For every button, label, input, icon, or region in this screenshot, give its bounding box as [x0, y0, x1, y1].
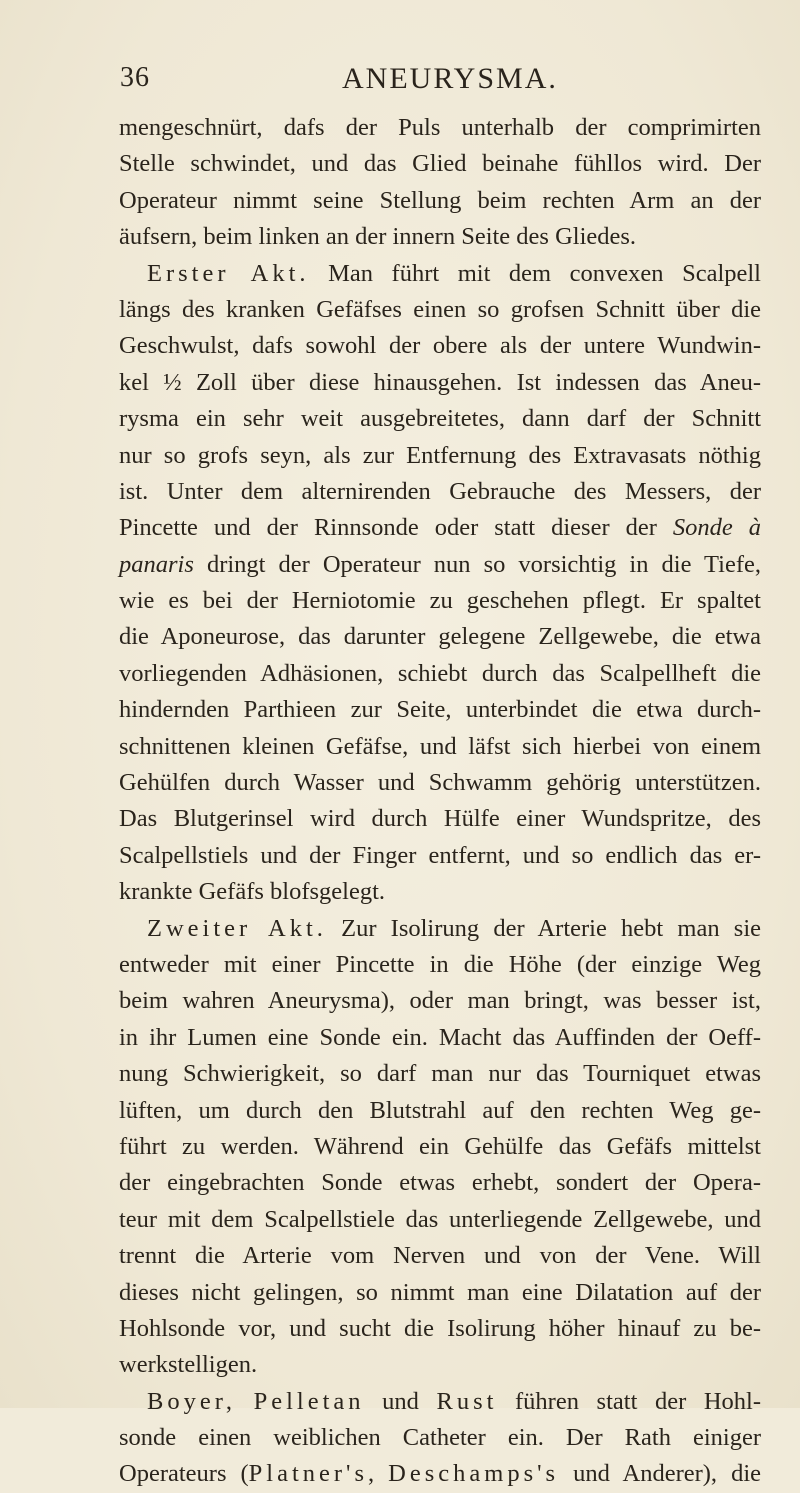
text-line: teur mit dem Scalpellstiele das unterliegende Zellgewebe, und: [119, 1205, 761, 1233]
text-line: hindernden Parthieen zur Seite, unterbindet die etwa durch-: [119, 696, 761, 724]
text-line: rysma ein sehr weit ausgebreitetes, dann darf der Schnitt: [119, 405, 761, 433]
body-text: [119, 110, 761, 1493]
text-line: Geschwulst, dafs sowohl der obere als der untere Wundwin-: [119, 332, 761, 360]
text-line: [119, 1456, 761, 1492]
text-span: Man führt mit dem convexen Scalpell: [328, 259, 761, 287]
text-line: kel ½ Zoll über diese hinausgehen. Ist indessen das Aneu-: [119, 368, 761, 396]
text-span: und Anderer), die: [573, 1460, 762, 1488]
text-line: längs des kranken Gefäfses einen so grofsen Schnitt über die: [119, 295, 761, 323]
text-line: werkstelligen.: [119, 1351, 258, 1379]
text-span: und: [382, 1387, 419, 1415]
text-line: Stelle schwindet, und das Glied beinahe fühllos wird. Der: [119, 150, 761, 178]
text-span: führen statt der Hohl-: [515, 1387, 762, 1415]
section-heading-erster-akt: Erster Akt.: [147, 259, 310, 287]
section-heading-zweiter-akt: Zweiter Akt.: [147, 914, 327, 942]
text-line: krankte Gefäfs blofsgelegt.: [119, 878, 385, 906]
text-line: [119, 911, 761, 947]
text-line: Scalpellstiels und der Finger entfernt, und so endlich das er-: [119, 841, 761, 869]
text-span: dringt der Operateur nun so vorsichtig in die Tiefe,: [206, 550, 761, 578]
text-line: Operateur nimmt seine Stellung beim rechten Arm an der: [119, 186, 761, 214]
text-line: trennt die Arterie vom Nerven und von der Vene. Will: [119, 1242, 761, 1270]
text-line: nung Schwierigkeit, so darf man nur das Tourniquet etwas: [119, 1060, 761, 1088]
author-name: Boyer,: [147, 1387, 237, 1415]
italic-term: Sonde à: [672, 514, 762, 542]
text-line: dieses nicht gelingen, so nimmt man eine Dilatation auf der: [119, 1278, 761, 1306]
text-line: [119, 547, 761, 583]
text-line: [119, 510, 761, 546]
text-line: sonde einen weiblichen Catheter ein. Der Rath einiger: [119, 1424, 761, 1452]
text-line: schnittenen kleinen Gefäfse, und läfst sich hierbei von einem: [119, 732, 761, 760]
text-line: nur so grofs seyn, als zur Entfernung des Extravasats nöthig: [119, 441, 761, 469]
text-line: beim wahren Aneurysma), oder man bringt, was besser ist,: [119, 987, 761, 1015]
text-span: Pincette und der Rinnsonde oder statt dieser der: [119, 514, 657, 542]
author-name: Rust: [436, 1387, 498, 1415]
italic-term: panaris: [119, 550, 194, 578]
text-span: Operateurs (: [119, 1460, 249, 1488]
text-line: äufsern, beim linken an der innern Seite des Gliedes.: [119, 223, 637, 251]
author-name: Deschamps's: [388, 1460, 560, 1488]
text-span: ,: [368, 1460, 375, 1488]
page-header: [120, 62, 760, 102]
running-head: ANEURYSMA.: [342, 62, 558, 95]
text-span: Zur Isolirung der Arterie hebt man sie: [341, 914, 762, 942]
text-line: Hohlsonde vor, und sucht die Isolirung höher hinauf zu be-: [119, 1314, 761, 1342]
text-line: [119, 256, 761, 292]
text-line: lüften, um durch den Blutstrahl auf den rechten Weg ge-: [119, 1096, 761, 1124]
text-line: führt zu werden. Während ein Gehülfe das Gefäfs mittelst: [119, 1132, 761, 1160]
text-line: in ihr Lumen eine Sonde ein. Macht das Auffinden der Oeff-: [119, 1023, 761, 1051]
text-line: [119, 1384, 761, 1420]
text-line: Gehülfen durch Wasser und Schwamm gehörig unterstützen.: [119, 769, 761, 797]
text-line: vorliegenden Adhäsionen, schiebt durch das Scalpellheft die: [119, 659, 761, 687]
text-line: die Aponeurose, das darunter gelegene Zellgewebe, die etwa: [119, 623, 761, 651]
author-name: Platner's: [248, 1460, 369, 1488]
page-number: 36: [120, 62, 150, 93]
text-line: wie es bei der Herniotomie zu geschehen pflegt. Er spaltet: [119, 587, 761, 615]
text-line: entweder mit einer Pincette in die Höhe (der einzige Weg: [119, 950, 761, 978]
text-line: der eingebrachten Sonde etwas erhebt, sondert der Opera-: [119, 1169, 761, 1197]
author-name: Pelletan: [253, 1387, 365, 1415]
text-line: ist. Unter dem alternirenden Gebrauche des Messers, der: [119, 477, 761, 505]
text-line: mengeschnürt, dafs der Puls unterhalb der comprimirten: [119, 114, 761, 141]
text-line: Das Blutgerinsel wird durch Hülfe einer Wundspritze, des: [119, 805, 761, 833]
